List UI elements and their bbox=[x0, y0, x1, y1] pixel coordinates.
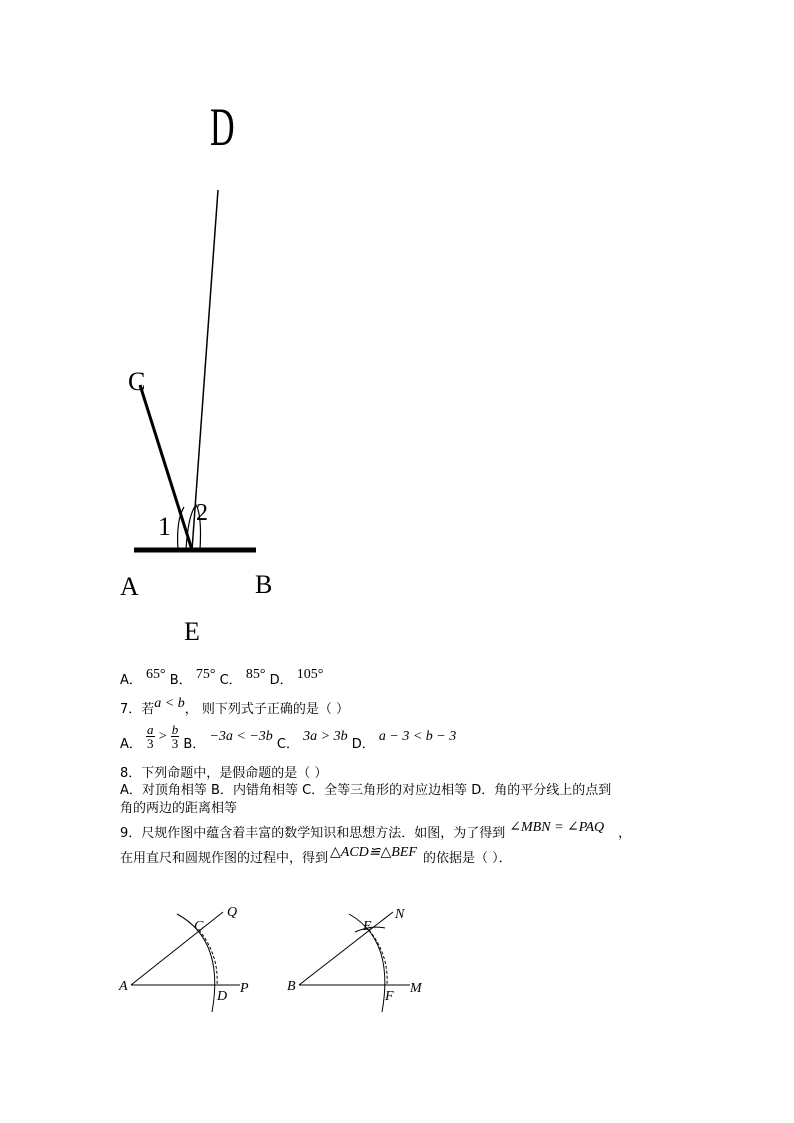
q7-opt-a-rel: > bbox=[158, 729, 167, 744]
q7-opt-b: −3a < −3b bbox=[209, 729, 273, 744]
q7-options bbox=[120, 722, 456, 752]
label-2: 2 bbox=[196, 500, 208, 526]
q7-opt-a-frac2: $\frac{b}{3}$ bbox=[171, 722, 179, 751]
fig2-label-d: D bbox=[217, 989, 228, 1004]
q7-opt-a-label: A． bbox=[120, 737, 142, 752]
construction-figure bbox=[115, 900, 435, 1020]
label-a: A bbox=[120, 572, 139, 601]
q7-suffix: ， 则下列式子正确的是（ ） bbox=[184, 702, 349, 717]
label-c: C bbox=[128, 367, 146, 396]
q7-opt-a-frac1: $\frac{a}{3}$ bbox=[147, 722, 154, 751]
q6-opt-a: 65° bbox=[146, 667, 166, 682]
q9-congruence: △ACD≌△BEF bbox=[330, 845, 417, 860]
q9-line1-suffix: ， bbox=[618, 826, 632, 841]
label-b: B bbox=[255, 570, 273, 599]
q7-opt-b-label: B． bbox=[183, 737, 206, 752]
label-1: 1 bbox=[158, 512, 171, 541]
q6-opt-c: 85° bbox=[245, 667, 266, 682]
q8-options-1: A．对顶角相等 B．内错角相等 C．全等三角形的对应边相等 D．角的平分线上的点到 bbox=[120, 783, 612, 798]
q9-line2-prefix: 在用直尺和圆规作图的过程中，得到 bbox=[120, 851, 329, 866]
q6-options bbox=[120, 667, 324, 689]
q9-line2 bbox=[120, 845, 512, 867]
fig2-label-n: N bbox=[395, 907, 405, 922]
q7-opt-d: a − 3 < b − 3 bbox=[378, 729, 457, 744]
q9-line2-suffix: 的依据是（ ）． bbox=[422, 851, 512, 866]
fig2-label-b: B bbox=[287, 979, 296, 994]
fig2-label-m: M bbox=[410, 981, 422, 996]
line-ed bbox=[192, 190, 218, 550]
q9-angle-eq: ∠MBN = ∠PAQ bbox=[509, 820, 605, 835]
q7-prefix: 7．若 bbox=[120, 702, 155, 717]
q7-opt-d-label: D． bbox=[351, 737, 375, 752]
fig2-label-f: F bbox=[385, 989, 394, 1004]
label-d: D bbox=[210, 97, 235, 157]
q7-opt-c-label: C． bbox=[276, 737, 299, 752]
q9-line1-prefix: 9．尺规作图中蕴含着丰富的数学知识和思想方法．如图，为了得到 bbox=[120, 826, 506, 841]
q7-opt-c: 3a > 3b bbox=[303, 729, 348, 744]
q8-stem: 8．下列命题中，是假命题的是（ ） bbox=[120, 766, 328, 781]
angle-arc-1 bbox=[178, 507, 184, 550]
fig2-label-q: Q bbox=[227, 905, 238, 920]
q7-stem bbox=[120, 696, 349, 718]
angle-figure bbox=[110, 95, 300, 655]
q6-opt-a-label: A． bbox=[120, 673, 142, 688]
ray-aq bbox=[131, 912, 223, 985]
fig2-label-a: A bbox=[119, 979, 128, 994]
q6-opt-b: 75° bbox=[195, 667, 216, 682]
label-e: E bbox=[184, 617, 200, 646]
q6-opt-d-label: D． bbox=[269, 673, 293, 688]
fig2-label-e: E bbox=[363, 919, 372, 934]
q6-opt-d: 105° bbox=[296, 667, 324, 682]
q6-opt-c-label: C． bbox=[219, 673, 242, 688]
q7-condition: a < b bbox=[154, 696, 185, 711]
q6-opt-b-label: B． bbox=[169, 673, 192, 688]
q9-line1 bbox=[120, 820, 632, 842]
fig2-label-c: C bbox=[194, 919, 204, 934]
q8-options-2: 角的两边的距离相等 bbox=[120, 801, 238, 816]
fig2-label-p: P bbox=[240, 981, 249, 996]
